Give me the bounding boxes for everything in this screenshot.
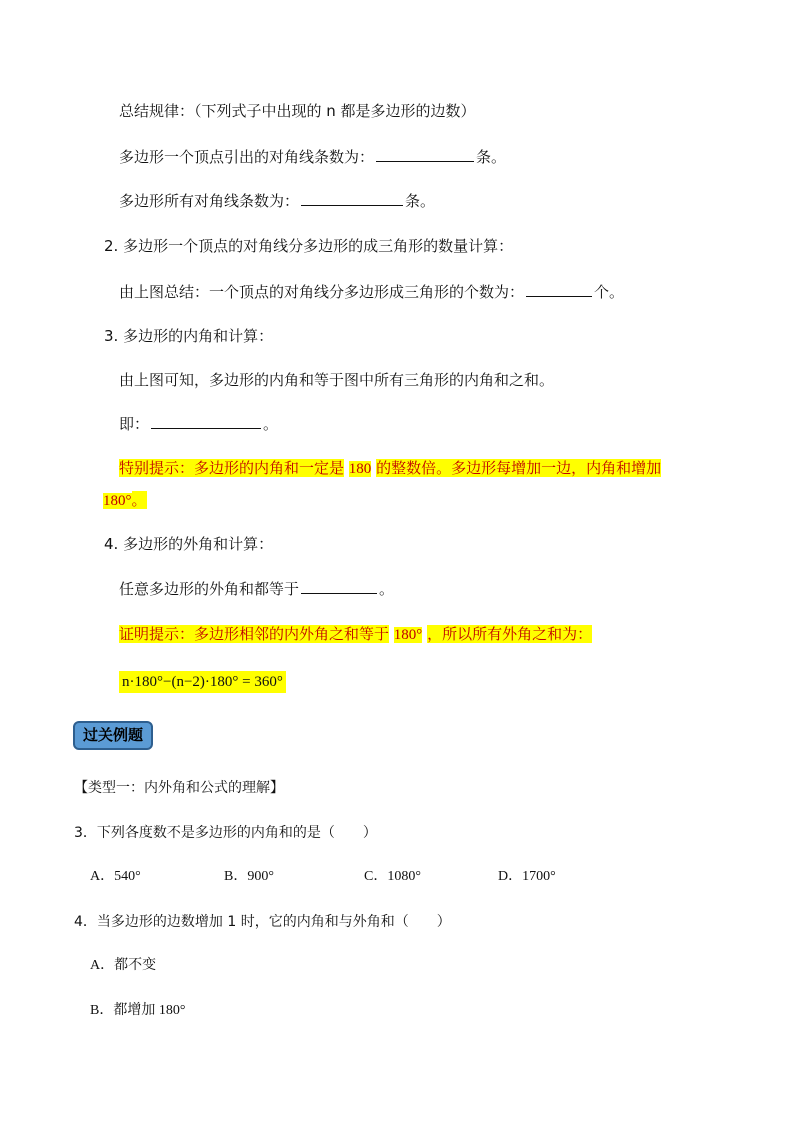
type-heading: 【类型一：内外角和公式的理解】 [74,780,284,796]
summary-title: 总结规律：（下列式子中出现的 n 都是多边形的边数） [119,102,476,120]
item-3-ji-label: 即： [119,415,150,433]
question-3-option-c[interactable]: C．1080° [364,869,421,884]
special-tip-degree: 180° [103,493,132,509]
item-4-heading: 4. 多边形的外角和计算： [104,535,274,553]
special-tip-end: 。 [131,491,147,509]
item-3-text: 由上图可知，多边形的内角和等于图中所有三角形的内角和之和。 [119,371,555,389]
answer-blank-4[interactable] [151,414,261,429]
item-2-text-unit: 个。 [594,283,625,301]
summary-line-1 [119,146,506,168]
item-4-text [119,578,394,600]
item-3-ji [119,413,278,435]
answer-blank-5[interactable] [301,579,377,594]
item-4-text-body: 任意多边形的外角和都等于 [119,580,300,598]
question-3-option-d[interactable]: D．1700° [498,869,556,884]
special-tip-num: 180 [348,461,372,477]
summary-line-1-unit: 条。 [476,148,507,166]
question-3-option-a[interactable]: A．540° [90,869,141,884]
item-2-text-body: 由上图总结：一个顶点的对角线分多边形成三角形的个数为： [119,283,525,301]
proof-tip-text-b: ，所以所有外角之和为： [427,625,593,643]
special-tip [119,457,661,480]
proof-tip-text-a: 证明提示：多边形相邻的内外角之和等于 [119,625,390,643]
proof-tip-num: 180° [393,627,423,643]
item-3-heading: 3. 多边形的内角和计算： [104,327,274,345]
item-2-heading: 2. 多边形一个顶点的对角线分多边形的成三角形的数量计算： [104,237,514,255]
question-4-option-b[interactable]: B．都增加 180° [90,1003,186,1018]
answer-blank-1[interactable] [376,147,474,162]
summary-line-2-unit: 条。 [405,192,436,210]
summary-line-2-text: 多边形所有对角线条数为： [119,192,300,210]
special-tip-text-b: 的整数倍。多边形每增加一边，内角和增加 [376,459,662,477]
special-tip-text-a: 特别提示：多边形的内角和一定是 [119,459,345,477]
summary-line-1-text: 多边形一个顶点引出的对角线条数为： [119,148,375,166]
item-4-text-end: 。 [379,580,395,598]
question-4-option-a[interactable]: A．都不变 [90,958,157,973]
question-3-option-b[interactable]: B．900° [224,869,274,884]
question-3-stem: 3．下列各度数不是多边形的内角和的是（ ） [74,825,377,841]
proof-tip [119,623,592,646]
answer-blank-2[interactable] [301,191,403,206]
proof-formula: n·180°−(n−2)·180° = 360° [119,671,286,693]
question-4-stem: 4．当多边形的边数增加 1 时，它的内角和与外角和（ ） [74,914,451,930]
special-tip-line-2 [103,489,147,512]
item-3-ji-end: 。 [263,415,279,433]
summary-line-2 [119,190,435,212]
answer-blank-3[interactable] [526,282,592,297]
section-badge: 过关例题 [73,721,153,750]
item-2-text [119,281,624,303]
